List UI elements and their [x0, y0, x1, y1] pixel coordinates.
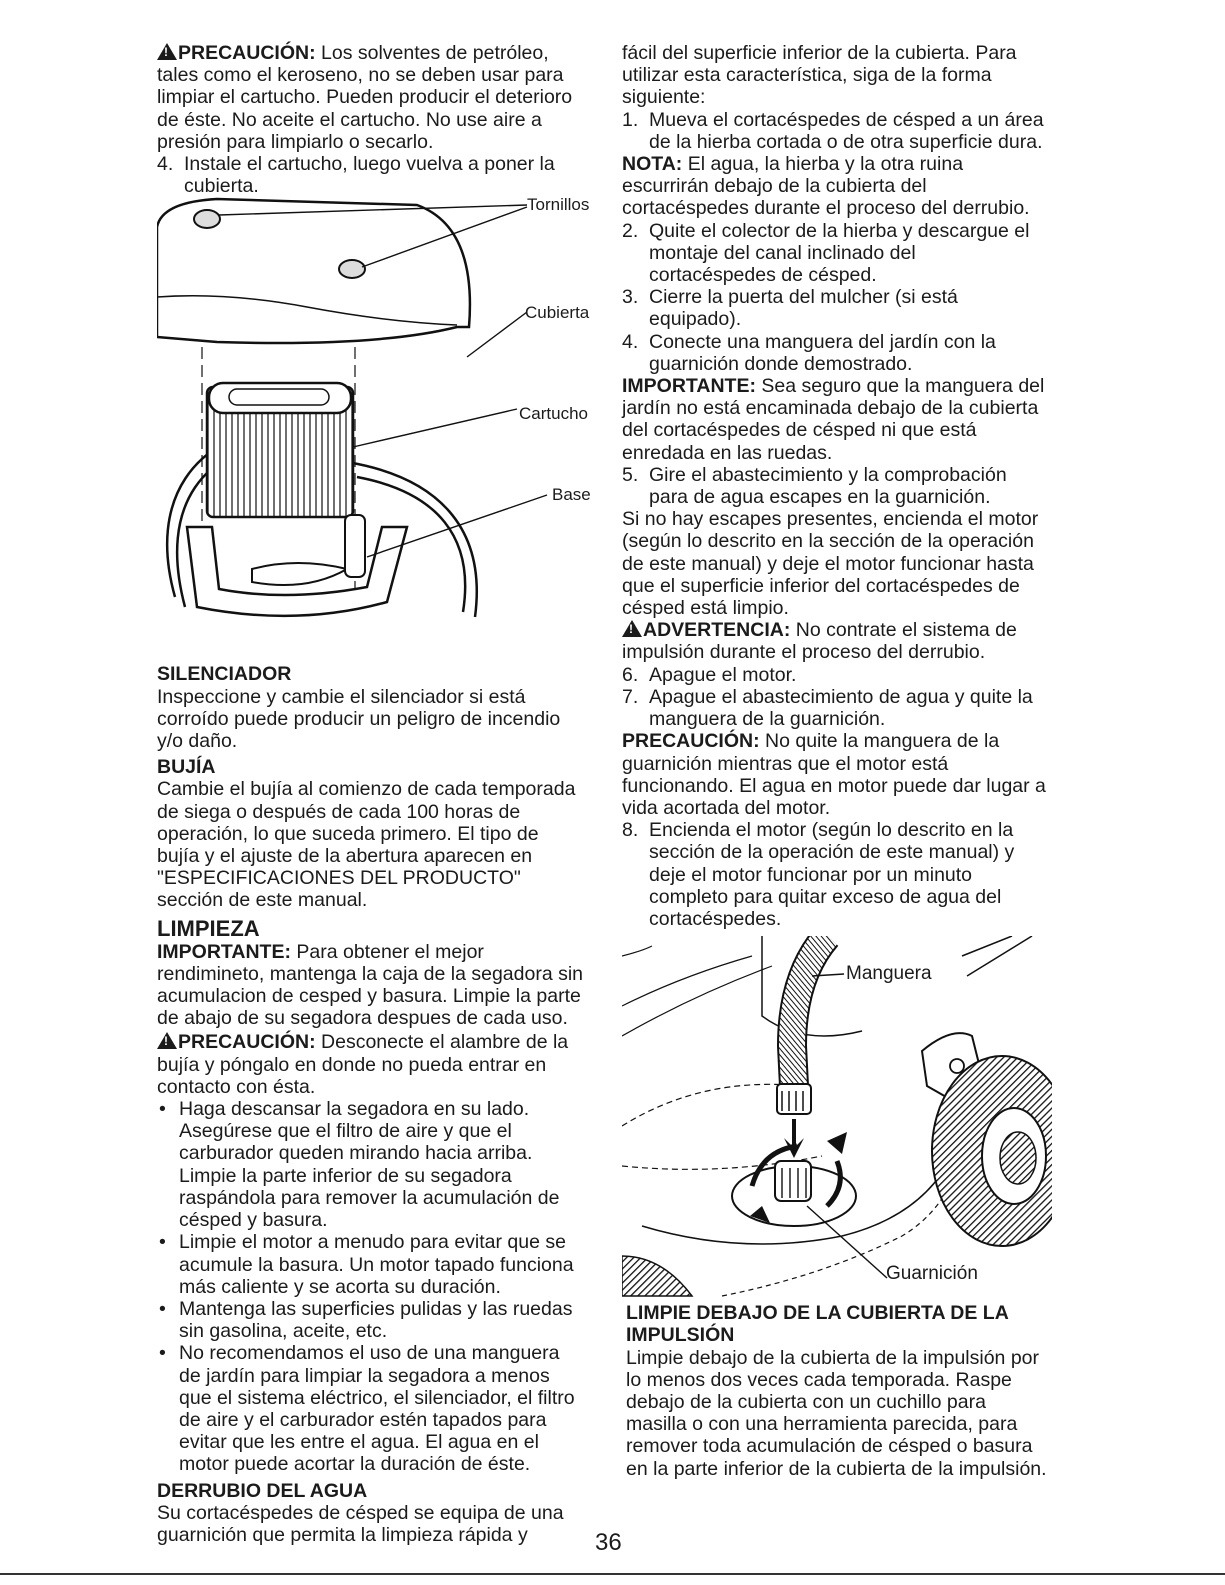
- deck-cleaning-paragraph: Limpie debajo de la cubierta de la impulsión por lo menos dos veces cada temporada. Raspe debajo de la cubierta con un cuchillo para masilla o con una herramienta parecida, para remover toda acumulación de césped o basura en la parte inferior de la cubierta de la impulsión.: [626, 1346, 1047, 1480]
- caution-label: PRECAUCIÓN:: [178, 1031, 316, 1054]
- deck-cleaning-section: [626, 1302, 1047, 1480]
- step-item: [622, 286, 1047, 330]
- important-text: Para obtener el mejor rendimineto, mantenga la caja de la segadora sin acumulacion de cesped y basura. Limpie la parte de abajo de su segadora despues de cada uso.: [157, 940, 584, 1030]
- bullet-item: [157, 1231, 585, 1298]
- bullet-item: [157, 1342, 585, 1475]
- step-text: Encienda el motor (según lo descrito en la sección de la operación de este manual) y deje el motor funcionar por un minuto completo para quitar exceso de agua del cortacéspedes.: [649, 819, 1015, 930]
- note-paragraph: [622, 153, 1047, 220]
- hose-fitting-illustration: [622, 936, 1052, 1298]
- step-text: Apague el abastecimiento de agua y quite la manguera de la guarnición.: [649, 685, 1033, 731]
- caution-text: Desconecte el alambre de la bujía y póngalo en donde no pueda entrar en contacto con ésta.: [157, 1031, 569, 1098]
- step-item: [622, 664, 1047, 686]
- label-cover: Cubierta: [525, 303, 590, 323]
- note-label: NOTA:: [622, 153, 683, 176]
- bullet-mark: •: [159, 1297, 166, 1320]
- bullet-text: No recomendamos el uso de una manguera de jardín para limpiar la segadora a menos que el sistema eléctrico, el silenciador, el filtro de aire y el carburador estén tapados para evitar que les entre el agua. El agua en el motor puede acortar la duración de éste.: [179, 1342, 575, 1476]
- important-paragraph: [157, 941, 585, 1030]
- label-cartridge: Cartucho: [519, 404, 588, 424]
- step-text: Gire el abastecimiento y la comprobación para de agua escapes en la guarnición.: [649, 463, 1007, 509]
- caution-paragraph-2: [157, 1031, 585, 1098]
- step-text: Cierre la puerta del mulcher (si está equipado).: [649, 286, 958, 331]
- left-column: [157, 42, 591, 1546]
- warning-triangle-icon: [622, 620, 642, 637]
- caution-label: PRECAUCIÓN:: [178, 42, 316, 64]
- step-number: 2.: [622, 219, 639, 242]
- section-heading-water-wash: DERRUBIO DEL AGUA: [157, 1479, 368, 1502]
- warning-triangle-icon: [157, 1032, 177, 1049]
- bullet-item: [157, 1098, 585, 1231]
- bullet-text: Mantenga las superficies pulidas y las ruedas sin gasolina, aceite, etc.: [179, 1297, 573, 1343]
- step-number: 4.: [622, 330, 639, 353]
- bullet-mark: •: [159, 1231, 166, 1254]
- leak-paragraph: Si no hay escapes presentes, encienda el motor (según lo descrito en la sección de la operación de este manual) y deje el motor funcionar hasta que el superficie inferior del cortacéspedes de césped está limpio.: [622, 508, 1039, 620]
- bullet-mark: •: [159, 1098, 166, 1121]
- right-column: [622, 42, 1047, 1480]
- caution-paragraph: [157, 42, 585, 153]
- bottom-rule: [0, 1573, 1225, 1575]
- air-filter-figure: [157, 195, 591, 659]
- step-text: Quite el colector de la hierba y descargue el montaje del canal inclinado del cortacéspedes de césped.: [649, 219, 1030, 287]
- muffler-paragraph: Inspeccione y cambie el silenciador si está corroído puede producir un peligro de incendio y/o daño.: [157, 685, 561, 753]
- caution-paragraph: [622, 730, 1047, 819]
- step-item: [622, 464, 1047, 508]
- warning-label: ADVERTENCIA:: [643, 619, 791, 642]
- page-number: 36: [595, 1529, 622, 1556]
- step-text: Instale el cartucho, luego vuelva a poner la cubierta.: [184, 153, 555, 198]
- intro-paragraph: fácil del superficie inferior de la cubierta. Para utilizar esta característica, siga de la forma siguiente:: [622, 42, 1017, 109]
- spark-plug-paragraph: Cambie el bujía al comienzo de cada temporada de siega o después de cada 100 horas de operación, lo que suceda primero. El tipo de bujía y el ajuste de la abertura aparecen en "ESPECIFICACIONES DEL PRODUCTO" sección de este manual.: [157, 778, 576, 912]
- bullet-item: [157, 1298, 585, 1342]
- step-number: 4.: [157, 153, 174, 176]
- label-hose: Manguera: [846, 963, 932, 985]
- hose-fitting-figure: [622, 936, 1047, 1298]
- label-base: Base: [552, 485, 591, 505]
- section-heading-muffler: SILENCIADOR: [157, 663, 292, 686]
- step-number: 5.: [622, 463, 639, 486]
- step-item: [622, 686, 1047, 730]
- caution-text: No quite la manguera de la guarnición mientras que el motor está funcionando. El agua en motor puede dar lugar a vida acortada del motor.: [622, 730, 1046, 819]
- important-paragraph: [622, 375, 1047, 464]
- step-number: 1.: [622, 108, 639, 131]
- bullet-text: Limpie el motor a menudo para evitar que se acumule la basura. Un motor tapado funciona más caliente y se acorta su duración.: [179, 1231, 574, 1298]
- label-fitting: Guarnición: [886, 1263, 978, 1285]
- important-label: IMPORTANTE:: [622, 375, 756, 398]
- step-number: 3.: [622, 286, 639, 309]
- warning-triangle-icon: [157, 43, 177, 60]
- air-filter-illustration: [157, 197, 597, 659]
- water-wash-paragraph: Su cortacéspedes de césped se equipa de una guarnición que permita la limpieza rápida y: [157, 1501, 564, 1546]
- caution-text: Los solventes de petróleo, tales como el keroseno, no se deben usar para limpiar el cartucho. Pueden producir el deterioro de éste. No aceite el cartucho. No use aire a presión para limpiarlo o secarlo.: [157, 42, 573, 153]
- warning-paragraph: [622, 619, 1047, 663]
- step-item: [622, 819, 1047, 930]
- note-text: El agua, la hierba y la otra ruina escurrirán debajo de la cubierta del cortacéspedes durante el proceso del derrubio.: [622, 153, 1030, 220]
- section-heading-spark-plug: BUJÍA: [157, 756, 216, 779]
- important-text: Sea seguro que la manguera del jardín no está encaminada debajo de la cubierta del cortacéspedes de césped ni que está enredada en las ruedas.: [622, 375, 1045, 464]
- step-item: [622, 220, 1047, 287]
- step-text: Apague el motor.: [649, 663, 797, 686]
- step-number: 6.: [622, 663, 639, 686]
- step-item: [622, 331, 1047, 375]
- step-number: 7.: [622, 685, 639, 708]
- section-heading-deck-cleaning: LIMPIE DEBAJO DE LA CUBIERTA DE LA IMPULSIÓN: [626, 1302, 1009, 1347]
- step-item: [622, 109, 1047, 153]
- label-screws: Tornillos: [527, 195, 590, 215]
- bullet-text: Haga descansar la segadora en su lado. Asegúrese que el filtro de aire y que el carburador queden mirando hacia arriba. Limpie la parte inferior de su segadora raspándola para remover la acumulación de césped y basura.: [179, 1098, 560, 1232]
- step-number: 8.: [622, 819, 639, 842]
- step-text: Mueva el cortacéspedes de césped a un área de la hierba cortada o de otra superficie dura.: [649, 108, 1044, 153]
- step-text: Conecte una manguera del jardín con la guarnición donde demostrado.: [649, 330, 996, 375]
- section-heading-cleaning: LIMPIEZA: [157, 915, 260, 941]
- step-item: [157, 153, 585, 197]
- warning-text: No contrate el sistema de impulsión durante el proceso del derrubio.: [622, 619, 1017, 664]
- important-label: IMPORTANTE:: [157, 940, 291, 963]
- caution-label: PRECAUCIÓN:: [622, 730, 760, 753]
- bullet-mark: •: [159, 1342, 166, 1365]
